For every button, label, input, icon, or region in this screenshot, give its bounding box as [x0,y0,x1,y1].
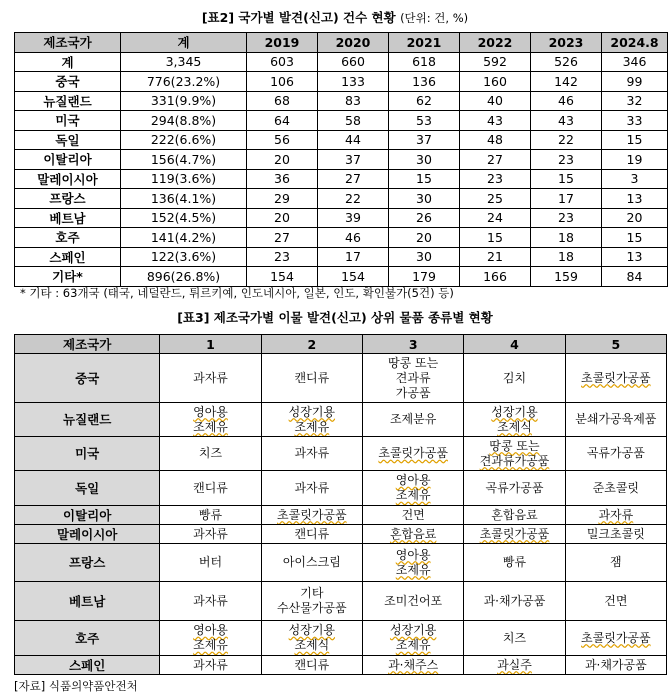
t3-header-cell: 제조국가 [15,335,160,354]
table-row [15,247,668,267]
table-cell: 592 [460,52,531,72]
table-cell: 58 [318,111,389,131]
table3-body [15,354,667,675]
t2-header-cell: 2022 [460,33,531,53]
table-cell: 13 [602,189,668,209]
table-cell: 건면 [565,582,666,621]
table-cell: 20 [247,208,318,228]
table-cell: 29 [247,189,318,209]
table-cell: 과자류 [160,582,261,621]
table-row [15,267,668,287]
table-cell: 526 [531,52,602,72]
row-header-cell: 베트남 [15,208,121,228]
table-cell: 혼합음료 [464,506,565,525]
table-row [15,150,668,170]
table-cell: 166 [460,267,531,287]
t2-header-cell: 2024.8 [602,33,668,53]
table-cell: 136 [389,72,460,92]
table-cell: 과자류 [565,506,666,525]
table-row [15,72,668,92]
table-row [15,437,667,471]
table-cell: 30 [389,189,460,209]
table-cell: 62 [389,91,460,111]
table-cell: 20 [247,150,318,170]
table3-title: [표3] 제조국가별 이물 발견(신고) 상위 물품 종류별 현황 [177,310,493,325]
table-cell: 30 [389,247,460,267]
t3-header-cell: 5 [565,335,666,354]
table-cell: 곡류가공품 [464,471,565,506]
table-cell: 버터 [160,544,261,582]
table-row [15,354,667,403]
t2-header-cell: 2019 [247,33,318,53]
table-cell: 성장기용 조제식 [261,621,362,656]
row-header-cell: 스페인 [15,247,121,267]
table-cell: 건면 [363,506,464,525]
table-cell: 영아용 조제유 [160,621,261,656]
table-cell: 25 [460,189,531,209]
table-cell: 43 [531,111,602,131]
t2-header-cell: 계 [121,33,247,53]
row-header-cell: 스페인 [15,656,160,675]
t3-header-cell: 3 [363,335,464,354]
table-cell: 56 [247,130,318,150]
row-header-cell: 호주 [15,228,121,248]
table-cell: 영아용 조제유 [363,544,464,582]
t3-header-cell: 1 [160,335,261,354]
table-cell: 179 [389,267,460,287]
table-cell: 21 [460,247,531,267]
table-cell: 과자류 [160,525,261,544]
table-cell: 37 [318,150,389,170]
table-cell: 48 [460,130,531,150]
table3-header-row [15,335,667,354]
t2-header-cell: 2020 [318,33,389,53]
row-header-cell: 중국 [15,354,160,403]
row-header-cell: 중국 [15,72,121,92]
table-cell: 캔디류 [261,354,362,403]
table-cell: 19 [602,150,668,170]
table2-title [0,8,670,26]
table-cell: 53 [389,111,460,131]
row-header-cell: 뉴질랜드 [15,91,121,111]
table-cell: 치즈 [464,621,565,656]
table-cell: 776(23.2%) [121,72,247,92]
table-cell: 15 [602,130,668,150]
table-cell: 618 [389,52,460,72]
table-cell: 68 [247,91,318,111]
table-cell: 과실주 [464,656,565,675]
row-header-cell: 말레이시아 [15,169,121,189]
table-cell: 땅콩 또는 견과류가공품 [464,437,565,471]
t2-header-cell: 제조국가 [15,33,121,53]
row-header-cell: 기타* [15,267,121,287]
row-header-cell: 프랑스 [15,544,160,582]
table-cell: 17 [318,247,389,267]
table-cell: 159 [531,267,602,287]
row-header-cell: 뉴질랜드 [15,403,160,437]
table-cell: 27 [247,228,318,248]
table-cell: 83 [318,91,389,111]
t2-header-cell: 2023 [531,33,602,53]
table2-footnote: * 기타 : 63개국 (태국, 네덜란드, 튀르키예, 인도네시아, 일본, 인도, 확인불가(5건) 등) [20,286,454,300]
t2-header-cell: 2021 [389,33,460,53]
table-cell: 40 [460,91,531,111]
table-cell: 84 [602,267,668,287]
table-cell: 20 [602,208,668,228]
table-cell: 곡류가공품 [565,437,666,471]
table-cell: 23 [247,247,318,267]
table-cell: 잼 [565,544,666,582]
table-cell: 896(26.8%) [121,267,247,287]
table-cell: 초콜릿가공품 [363,437,464,471]
table-cell: 660 [318,52,389,72]
table-row [15,656,667,675]
table-cell: 152(4.5%) [121,208,247,228]
table-cell: 30 [389,150,460,170]
table2-header-row [15,33,668,53]
table-cell: 캔디류 [261,525,362,544]
table-cell: 캔디류 [160,471,261,506]
table-cell: 46 [318,228,389,248]
table-cell: 17 [531,189,602,209]
top-items-by-country-table [14,334,667,675]
table-row [15,189,668,209]
row-header-cell: 미국 [15,437,160,471]
table-cell: 15 [460,228,531,248]
table-cell: 603 [247,52,318,72]
table-cell: 조제분유 [363,403,464,437]
table-cell: 과자류 [160,656,261,675]
t3-header-cell: 4 [464,335,565,354]
table-cell: 과·채주스 [363,656,464,675]
table-cell: 18 [531,247,602,267]
table-cell: 18 [531,228,602,248]
table-row [15,506,667,525]
table-cell: 밀크초콜릿 [565,525,666,544]
table-cell: 3 [602,169,668,189]
table-cell: 기타 수산물가공품 [261,582,362,621]
table-cell: 331(9.9%) [121,91,247,111]
table-cell: 26 [389,208,460,228]
table-row [15,208,668,228]
table-row [15,169,668,189]
table-cell: 99 [602,72,668,92]
table-cell: 141(4.2%) [121,228,247,248]
table-cell: 초콜릿가공품 [261,506,362,525]
table-cell: 캔디류 [261,656,362,675]
table-row [15,544,667,582]
table-cell: 성장기용 조제유 [363,621,464,656]
table-cell: 27 [460,150,531,170]
table-cell: 빵류 [464,544,565,582]
row-header-cell: 미국 [15,111,121,131]
table-cell: 15 [531,169,602,189]
table-cell: 치즈 [160,437,261,471]
table2-title-text: [표2] 국가별 발견(신고) 건수 현황 [201,10,396,25]
table2-body [15,52,668,286]
table-cell: 빵류 [160,506,261,525]
row-header-cell: 베트남 [15,582,160,621]
table-cell: 조미건어포 [363,582,464,621]
table-cell: 과자류 [261,437,362,471]
table-cell: 122(3.6%) [121,247,247,267]
table-row [15,403,667,437]
table-cell: 성장기용 조제유 [261,403,362,437]
country-report-count-table [14,32,668,287]
table-cell: 142 [531,72,602,92]
table-cell: 영아용 조제유 [160,403,261,437]
table2-unit: (단위: 건, %) [400,11,469,25]
table-cell: 39 [318,208,389,228]
table-cell: 땅콩 또는 견과류 가공품 [363,354,464,403]
table-cell: 혼합음료 [363,525,464,544]
table-row [15,582,667,621]
table-cell: 222(6.6%) [121,130,247,150]
table-cell: 영아용 조제유 [363,471,464,506]
table-cell: 27 [318,169,389,189]
table-cell: 24 [460,208,531,228]
table-row [15,111,668,131]
table-cell: 아이스크림 [261,544,362,582]
t3-header-cell: 2 [261,335,362,354]
table-cell: 김치 [464,354,565,403]
table-cell: 346 [602,52,668,72]
table-cell: 33 [602,111,668,131]
row-header-cell: 이탈리아 [15,150,121,170]
table-cell: 초콜릿가공품 [565,621,666,656]
table-cell: 46 [531,91,602,111]
table-cell: 32 [602,91,668,111]
row-header-cell: 독일 [15,130,121,150]
table-cell: 64 [247,111,318,131]
table-cell: 3,345 [121,52,247,72]
table-cell: 15 [389,169,460,189]
table-row [15,471,667,506]
source-credit: [자료] 식품의약품안전처 [14,679,138,693]
table-cell: 초콜릿가공품 [565,354,666,403]
table-row [15,91,668,111]
row-header-cell: 프랑스 [15,189,121,209]
table-cell: 15 [602,228,668,248]
table-cell: 13 [602,247,668,267]
table-cell: 136(4.1%) [121,189,247,209]
row-header-cell: 호주 [15,621,160,656]
table-cell: 156(4.7%) [121,150,247,170]
table-cell: 23 [531,208,602,228]
row-header-cell: 말레이시아 [15,525,160,544]
table-cell: 22 [531,130,602,150]
row-header-cell: 독일 [15,471,160,506]
table-cell: 119(3.6%) [121,169,247,189]
table-cell: 성장기용 조제식 [464,403,565,437]
table-cell: 분쇄가공육제품 [565,403,666,437]
table-cell: 43 [460,111,531,131]
table-cell: 과자류 [261,471,362,506]
table-cell: 23 [460,169,531,189]
row-header-cell: 이탈리아 [15,506,160,525]
table-cell: 22 [318,189,389,209]
table-row [15,52,668,72]
row-header-cell: 계 [15,52,121,72]
table-cell: 36 [247,169,318,189]
table-cell: 294(8.8%) [121,111,247,131]
table-cell: 23 [531,150,602,170]
table-cell: 37 [389,130,460,150]
table-row [15,130,668,150]
table-cell: 준초콜릿 [565,471,666,506]
table-cell: 과자류 [160,354,261,403]
table-cell: 초콜릿가공품 [464,525,565,544]
table-cell: 160 [460,72,531,92]
table-cell: 44 [318,130,389,150]
table-cell: 133 [318,72,389,92]
table-cell: 과·채가공품 [464,582,565,621]
table-row [15,525,667,544]
table-cell: 154 [247,267,318,287]
table-cell: 154 [318,267,389,287]
table-cell: 과·채가공품 [565,656,666,675]
table-row [15,621,667,656]
table-cell: 106 [247,72,318,92]
table-cell: 20 [389,228,460,248]
table-row [15,228,668,248]
